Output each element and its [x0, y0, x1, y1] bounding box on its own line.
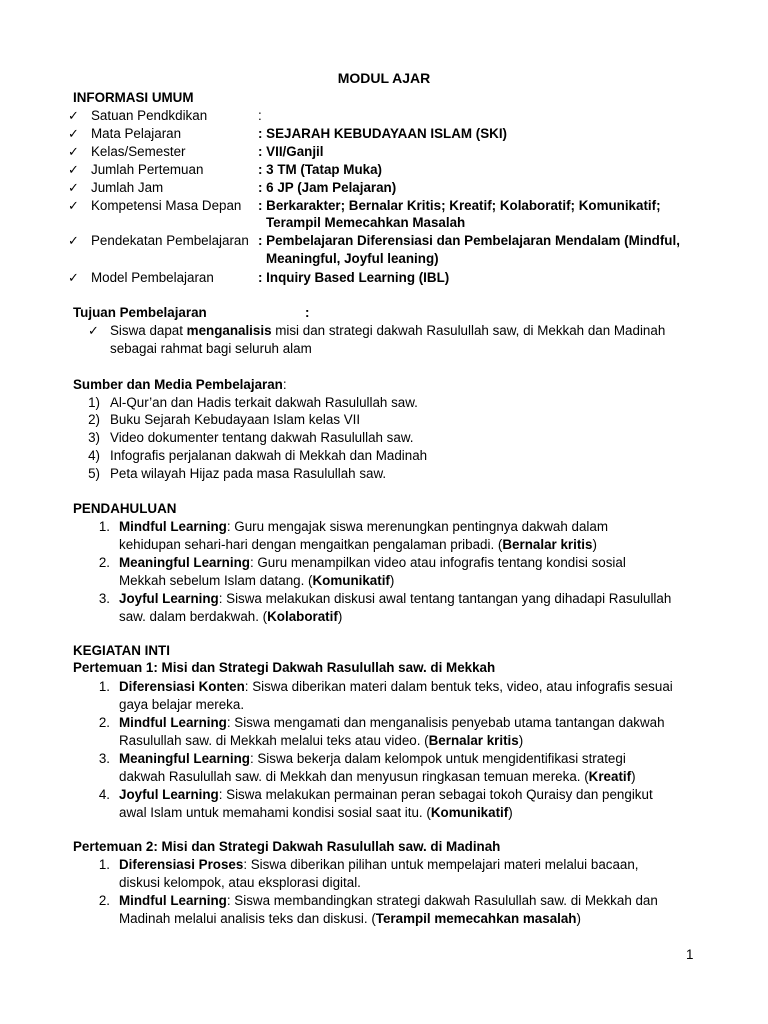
pendahuluan-heading: PENDAHULUAN	[73, 501, 177, 516]
tujuan-text-continued: sebagai rahmat bagi seluruh alam	[110, 341, 312, 356]
check-icon: ✓	[68, 108, 79, 123]
info-label: Jumlah Jam	[91, 180, 164, 195]
info-value: :	[258, 108, 262, 123]
info-heading: INFORMASI UMUM	[73, 90, 194, 105]
info-label: Mata Pelajaran	[91, 126, 182, 141]
pertemuan-1-heading: Pertemuan 1: Misi dan Strategi Dakwah Rasulullah saw. di Mekkah	[73, 660, 496, 675]
check-icon: ✓	[68, 198, 79, 213]
check-icon: ✓	[68, 126, 79, 141]
info-value: : Berkarakter; Bernalar Kritis; Kreatif; Kolaboratif; Komunikatif;	[258, 198, 661, 213]
list-item: 5) Peta wilayah Hijaz pada masa Rasulullah saw.	[88, 466, 387, 481]
sumber-heading: Sumber dan Media Pembelajaran:	[73, 377, 287, 392]
info-value-continued: Meaningful, Joyful leaning)	[266, 251, 439, 266]
info-value: : Inquiry Based Learning (IBL)	[258, 270, 450, 285]
check-icon: ✓	[68, 270, 79, 285]
info-label: Jumlah Pertemuan	[91, 162, 204, 177]
list-item: 2) Buku Sejarah Kebudayaan Islam kelas VII	[88, 412, 361, 427]
info-label: Model Pembelajaran	[91, 270, 214, 285]
info-value-continued: Terampil Memecahkan Masalah	[266, 215, 466, 230]
check-icon: ✓	[68, 180, 79, 195]
list-item: 1) Al-Qur’an dan Hadis terkait dakwah Rasulullah saw.	[88, 395, 418, 410]
tujuan-text: Siswa dapat menganalisis misi dan strategi dakwah Rasulullah saw, di Mekkah dan Madinah	[110, 323, 666, 338]
list-item: 3) Video dokumenter tentang dakwah Rasulullah saw.	[88, 430, 414, 445]
info-label: Satuan Pendkdikan	[91, 108, 208, 123]
check-icon: ✓	[68, 233, 79, 248]
check-icon: ✓	[88, 323, 99, 338]
pertemuan-2-heading: Pertemuan 2: Misi dan Strategi Dakwah Rasulullah saw. di Madinah	[73, 839, 501, 854]
info-value: : 6 JP (Jam Pelajaran)	[258, 180, 397, 195]
info-value: : SEJARAH KEBUDAYAAN ISLAM (SKI)	[258, 126, 507, 141]
info-label: Pendekatan Pembelajaran	[91, 233, 249, 248]
tujuan-heading: Tujuan Pembelajaran	[73, 305, 207, 320]
document-title: MODUL AJAR	[337, 70, 431, 86]
list-item: 4) Infografis perjalanan dakwah di Mekkah dan Madinah	[88, 448, 428, 463]
page-number: 1	[686, 947, 694, 962]
check-icon: ✓	[68, 162, 79, 177]
info-value: : VII/Ganjil	[258, 144, 324, 159]
kegiatan-inti-heading: KEGIATAN INTI	[73, 643, 170, 658]
document-page: MODUL AJAR INFORMASI UMUM ✓ Satuan Pendkdikan : ✓ Mata Pelajaran : SEJARAH KEBUDAYAAN ISLAM (SKI) ✓ Kelas/Semester : VII/Ganjil ✓ Jumlah Pertemuan : 3 TM (Tatap Muka) ✓ Jumlah Jam : 6 JP (Jam Pelajaran) ✓ Kompetensi Masa Depan : Berkarakter; Bernalar Kritis; Kreatif; Kolaboratif; Komunikatif; Terampil Memecahkan Masalah ✓ Pendekatan Pembelajaran : Pembelajaran Diferensiasi dan Pembelajaran Mendalam (Mindful, Meaningful, Joyful leaning) ✓ Model Pembelajaran : Inquiry Based Learning (IBL) Tujuan Pembelajaran : ✓ Siswa dapat menganalisis misi dan strategi dakwah Rasulullah saw, di Mekkah dan Madinah sebagai rahmat bagi seluruh alam Sumber dan Media Pembelajaran: 1) Al-Qur’an dan Hadis terkait dakwah Rasulullah saw. 2) Buku Sejarah Kebudayaan Islam kelas VII 3) Video dokumenter tentang dakwah Rasulullah saw. 4) Infografis perjalanan dakwah di Mekkah dan Madinah 5) Peta wilayah Hijaz pada masa Rasulullah saw. PENDAHULUAN 1. Mindful Learning: Guru mengajak siswa merenungkan pentingnya dakwah dalam kehidupan sehari-hari dengan mengaitkan pengalaman pribadi. (Bernalar kritis) 2. Meaningful Learning: Guru menampilkan video atau infografis tentang kondisi sosial Mekkah sebelum Islam datang. (Komunikatif) 3. Joyful Learning: Siswa melakukan diskusi awal tentang tantangan yang dihadapi Rasulullah saw. dalam berdakwah. (Kolaboratif) KEGIATAN INTI Pertemuan 1: Misi dan Strategi Dakwah Rasulullah saw. di Mekkah 1. Diferensiasi Konten: Siswa diberikan materi dalam bentuk teks, video, atau infografis sesuai gaya belajar mereka. 2. Mindful Learning: Siswa mengamati dan menganalisis penyebab utama tantangan dakwah Rasulullah saw. di Mekkah melalui teks atau video. (Bernalar kritis) 3. Meaningful Learning: Siswa bekerja dalam kelompok untuk mengidentifikasi strategi dakwah Rasulullah saw. di Mekkah dan menyusun ringkasan temuan mereka. (Kreatif) 4. Joyful Learning: Siswa melakukan permainan peran sebagai tokoh Quraisy dan pengikut awal Islam untuk memahami kondisi sosial saat itu. (Komunikatif) Pertemuan 2: Misi dan Strategi Dakwah Rasulullah saw. di Madinah 1. Diferensiasi Proses: Siswa diberikan pilihan untuk mempelajari materi melalui bacaan, diskusi kelompok, atau eksplorasi digital. 2. Mindful Learning: Siswa membandingkan strategi dakwah Rasulullah saw. di Mekkah dan Madinah melalui analisis teks dan diskusi. (Terampil memecahkan masalah) 1	[0, 0, 768, 1024]
tujuan-colon: :	[305, 305, 310, 320]
info-label: Kompetensi Masa Depan	[91, 198, 242, 213]
check-icon: ✓	[68, 144, 79, 159]
info-value: : Pembelajaran Diferensiasi dan Pembelajaran Mendalam (Mindful,	[258, 233, 680, 248]
info-label: Kelas/Semester	[91, 144, 186, 159]
info-value: : 3 TM (Tatap Muka)	[258, 162, 382, 177]
